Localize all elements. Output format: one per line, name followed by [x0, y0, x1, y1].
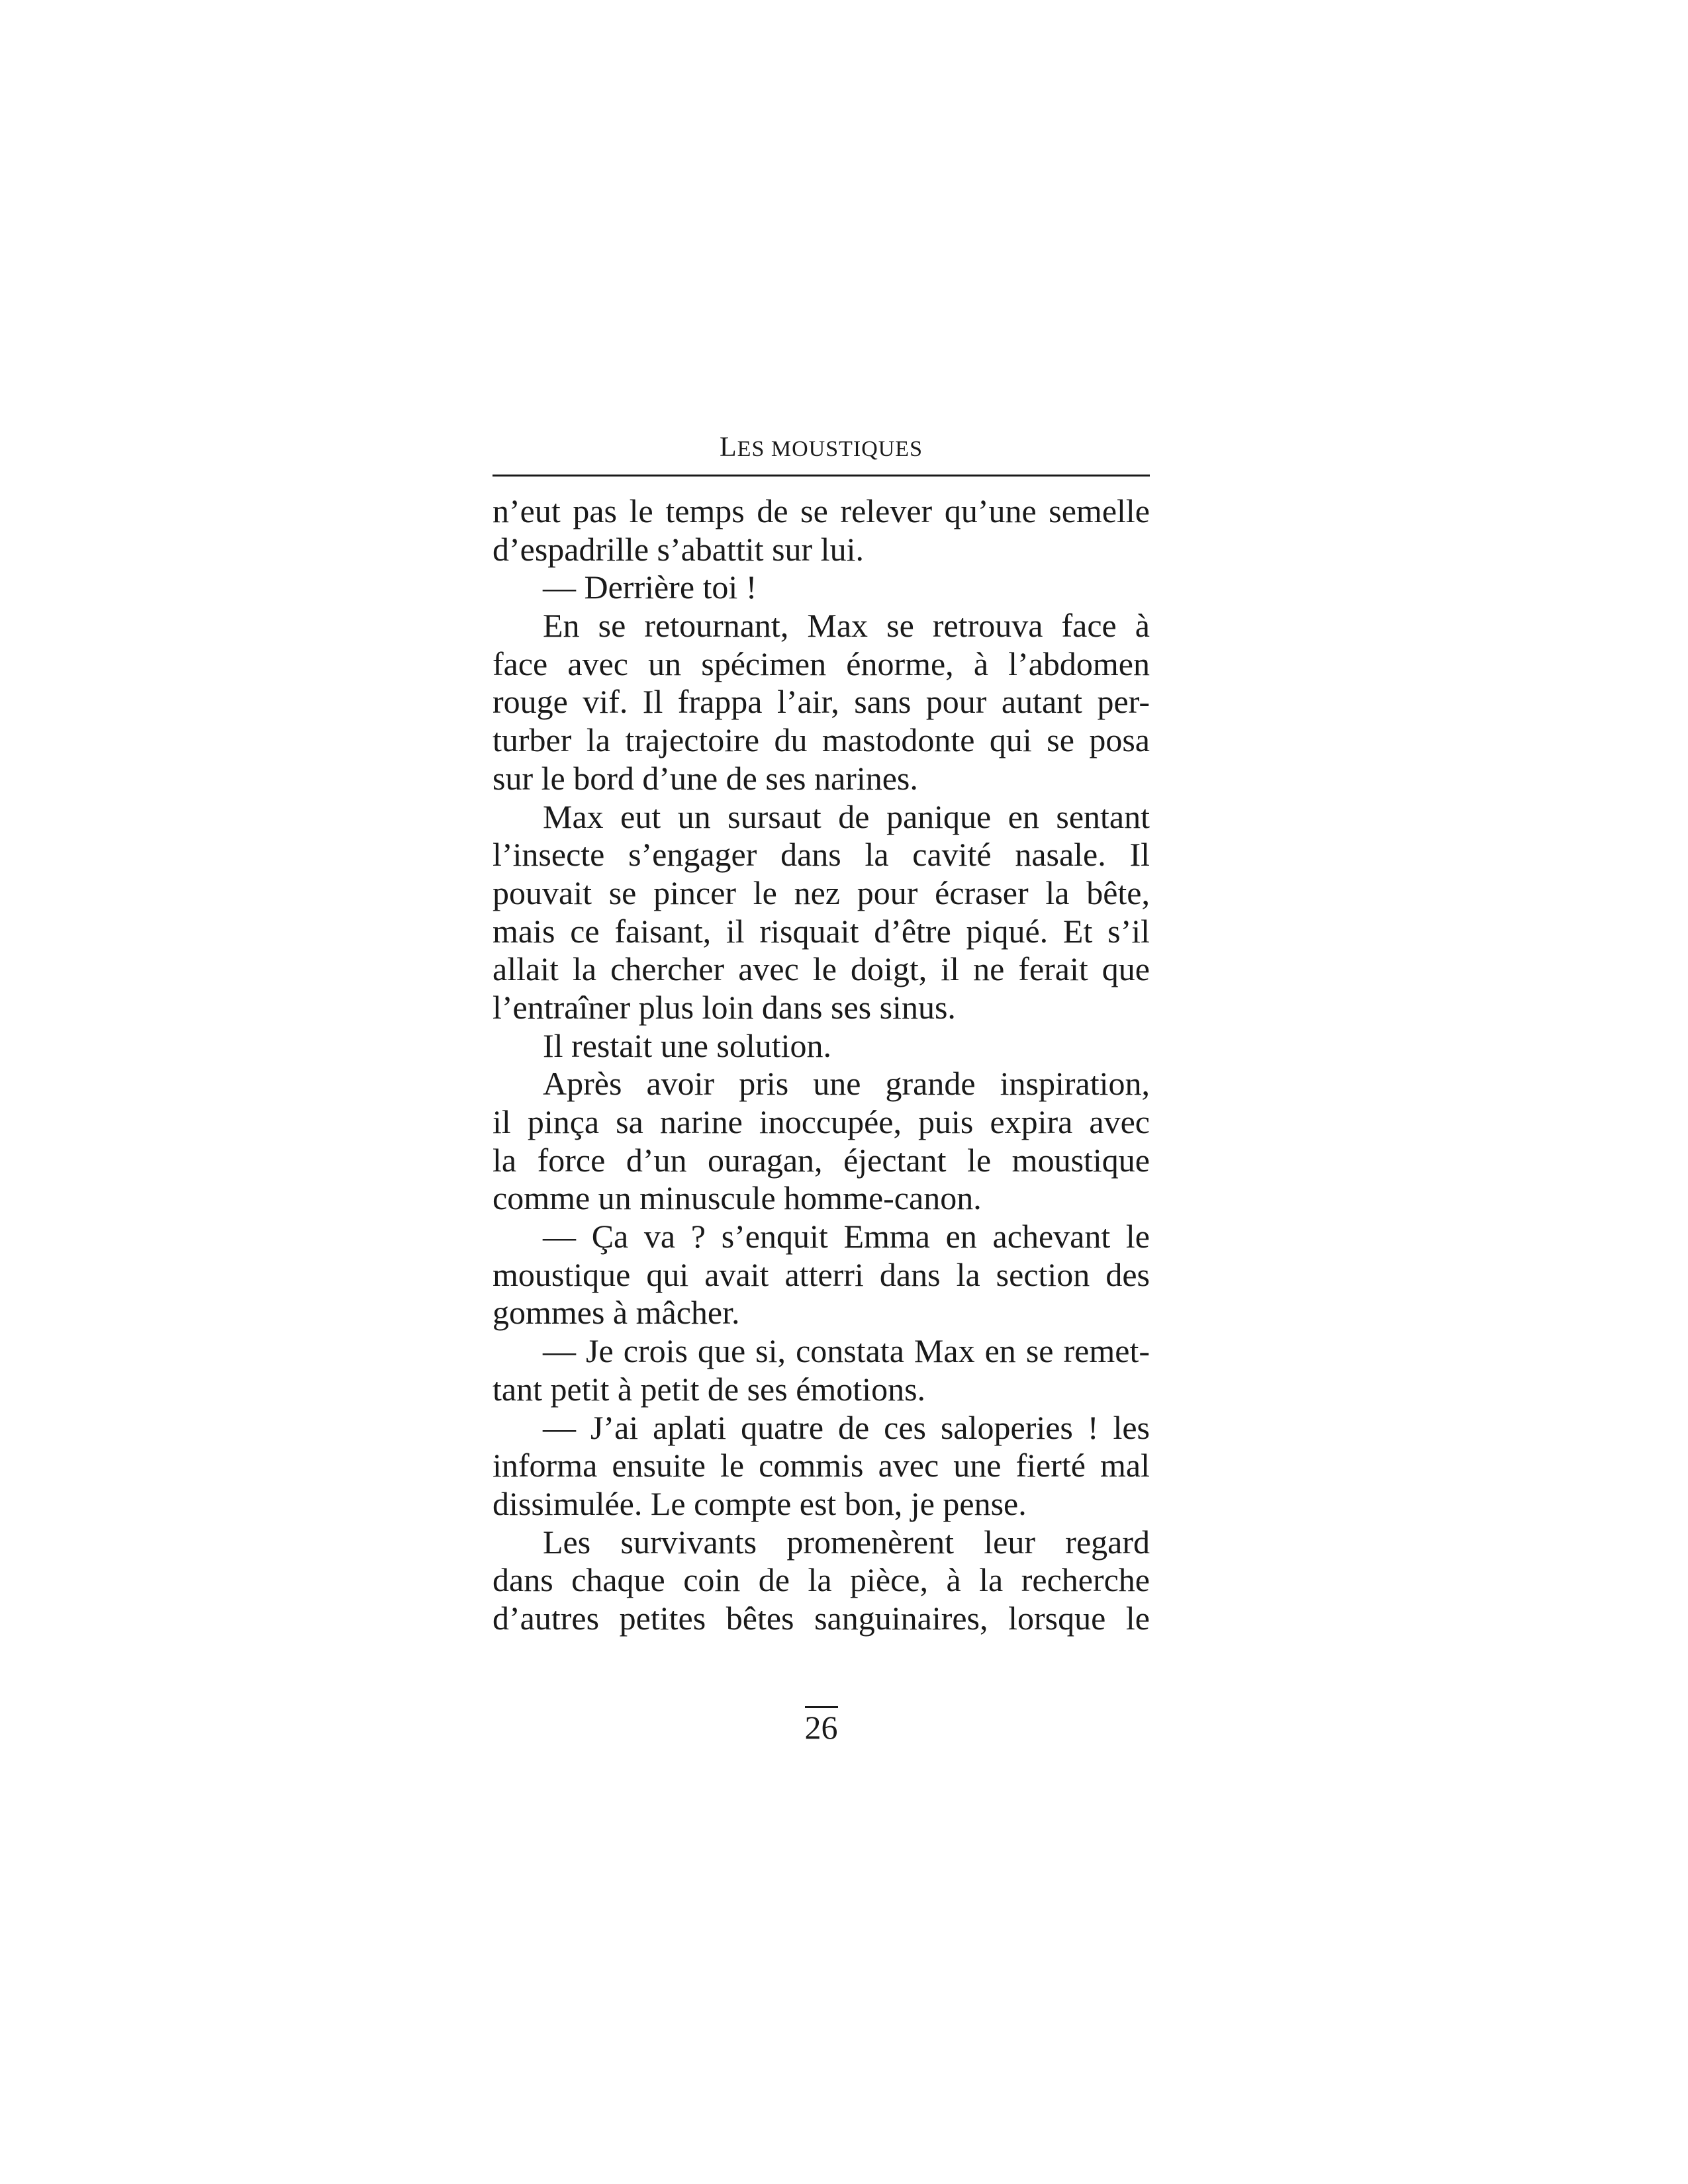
text-line: — Je crois que si, constata Max en se remet- [543, 1332, 1150, 1370]
book-page [492, 432, 1150, 1746]
text-line: gommes à mâcher. [492, 1294, 740, 1332]
running-head-title: ES MOUSTIQUES [737, 437, 923, 461]
page-number [492, 1706, 1150, 1744]
text-line: face avec un spécimen énorme, à l’abdomen [492, 645, 1150, 682]
text-line: moustique qui avait atterri dans la section des [492, 1255, 1150, 1293]
text-line: Il restait une solution. [543, 1026, 832, 1064]
text-line: — Ça va ? s’enquit Emma en achevant le [543, 1218, 1150, 1255]
text-line: dans chaque coin de la pièce, à la recherche [492, 1561, 1150, 1599]
text-line: allait la chercher avec le doigt, il ne ferait que [492, 950, 1150, 988]
text-line: il pinça sa narine inoccupée, puis expira avec [492, 1103, 1150, 1140]
running-head [492, 433, 1150, 465]
text-line: En se retournant, Max se retrouva face à [543, 607, 1150, 645]
text-line: turber la trajectoire du mastodonte qui se posa [492, 721, 1150, 759]
text-line: d’autres petites bêtes sanguinaires, lorsque le [492, 1599, 1150, 1637]
text-line: — Derrière toi ! [543, 569, 757, 606]
text-line: comme un minuscule homme-canon. [492, 1179, 982, 1217]
text-line: d’espadrille s’abattit sur lui. [492, 530, 864, 568]
text-line: informa ensuite le commis avec une fierté mal [492, 1447, 1150, 1484]
body-text [492, 492, 1150, 1638]
header-rule [492, 475, 1150, 477]
text-line: Max eut un sursaut de panique en sentant [543, 797, 1150, 835]
text-line: sur le bord d’une de ses narines. [492, 759, 918, 797]
text-line: rouge vif. Il frappa l’air, sans pour autant per- [492, 683, 1150, 721]
text-line: l’entraîner plus loin dans ses sinus. [492, 988, 956, 1026]
text-line: la force d’un ouragan, éjectant le moustique [492, 1141, 1150, 1179]
running-head-initial: L [720, 432, 737, 463]
text-line: Les survivants promenèrent leur regard [543, 1523, 1150, 1561]
text-line: tant petit à petit de ses émotions. [492, 1370, 926, 1408]
text-line: n’eut pas le temps de se relever qu’une semelle [492, 492, 1150, 529]
text-line: — J’ai aplati quatre de ces saloperies ! les [543, 1408, 1150, 1446]
text-line: Après avoir pris une grande inspiration, [543, 1065, 1150, 1103]
page-number-label: 26 [805, 1706, 838, 1744]
text-line: dissimulée. Le compte est bon, je pense. [492, 1484, 1027, 1522]
text-line: mais ce faisant, il risquait d’être piqué. Et s’il [492, 912, 1150, 950]
text-line: l’insecte s’engager dans la cavité nasale. Il [492, 836, 1150, 874]
text-line: pouvait se pincer le nez pour écraser la bête, [492, 874, 1150, 911]
